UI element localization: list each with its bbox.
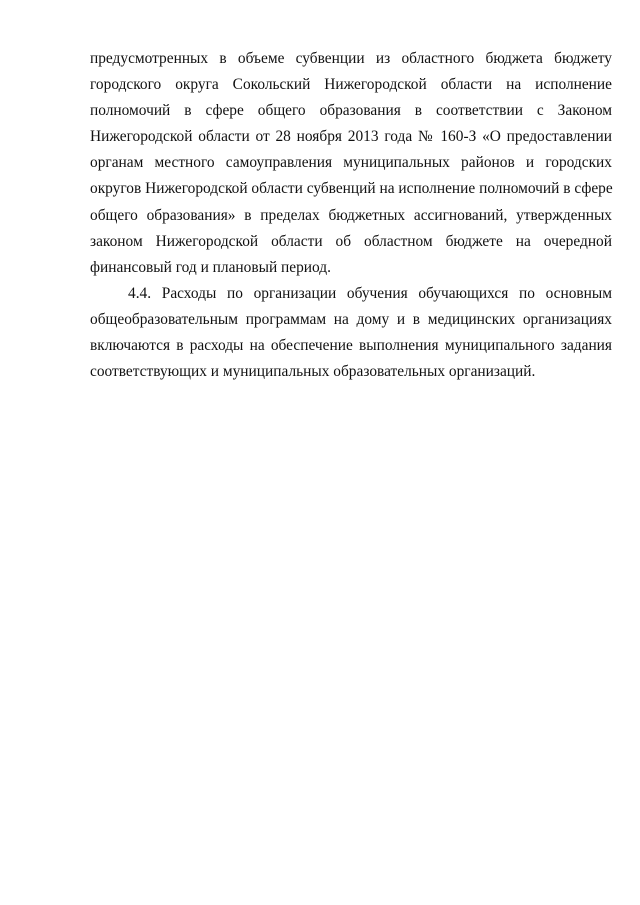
paragraph-subvention-continuation <box>90 46 612 281</box>
text-line: финансовый год и плановый период. <box>90 258 331 276</box>
text-line: 4.4. Расходы по организации обучения обучающихся по основным <box>128 284 612 302</box>
paragraph-4-4 <box>90 281 612 385</box>
text-line: Нижегородской области от 28 ноября 2013 года № 160-З «О предоставлении <box>90 128 612 146</box>
text-line: соответствующих и муниципальных образовательных организаций. <box>90 363 536 381</box>
text-line: городского округа Сокольский Нижегородской области на исполнение <box>90 76 612 94</box>
text-line: общеобразовательным программам на дому и в медицинских организациях <box>90 310 612 328</box>
text-line: полномочий в сфере общего образования в соответствии с Законом <box>90 102 612 120</box>
text-line: общего образования» в пределах бюджетных ассигнований, утвержденных <box>90 206 612 224</box>
document-body <box>90 46 612 385</box>
text-line: законом Нижегородской области об областном бюджете на очередной <box>90 232 612 250</box>
text-line: округов Нижегородской области субвенций на исполнение полномочий в сфере <box>90 180 613 198</box>
text-line: включаются в расходы на обеспечение выполнения муниципального задания <box>90 337 612 355</box>
text-line: предусмотренных в объеме субвенции из областного бюджета бюджету <box>90 50 612 67</box>
text-line: органам местного самоуправления муниципальных районов и городских <box>90 154 612 172</box>
